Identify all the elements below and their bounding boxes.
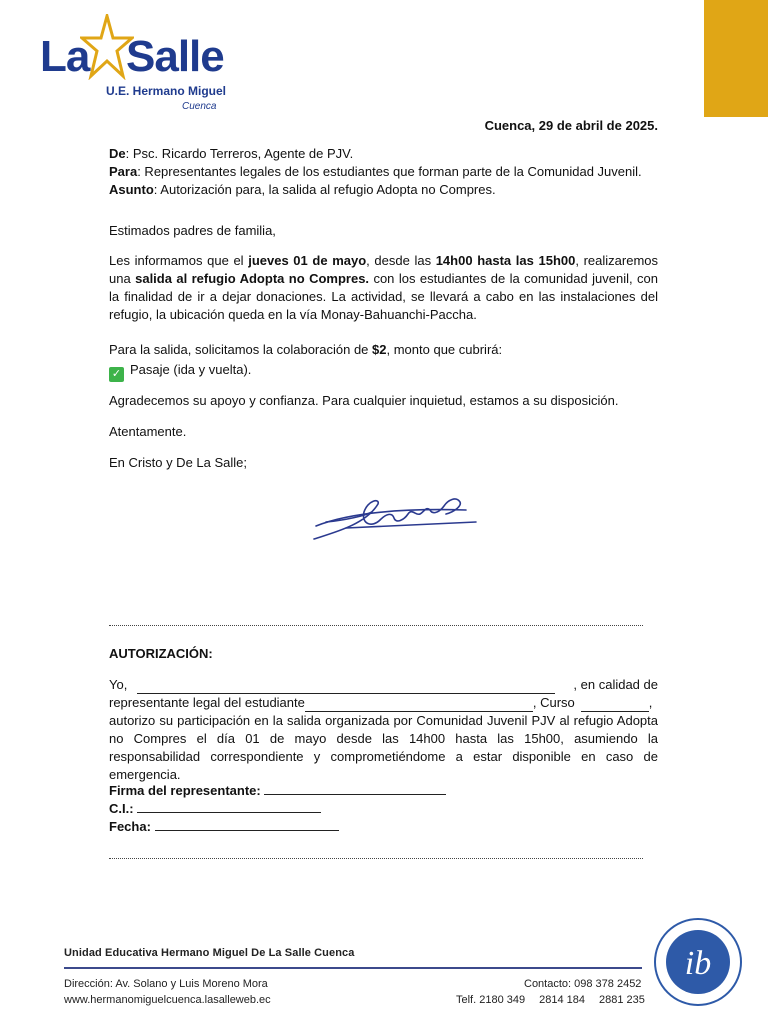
logo-school-name: U.E. Hermano Miguel — [106, 84, 227, 98]
la-salle-logo — [40, 14, 240, 114]
para-value: : Representantes legales de los estudiantes que forman parte de la Comunidad Juvenil. — [137, 164, 642, 179]
fecha-label: Fecha: — [109, 819, 151, 834]
fecha-blank[interactable] — [155, 818, 339, 831]
signature-image — [306, 484, 486, 550]
tel-1: Telf. 2180 349 — [456, 994, 526, 1006]
paragraph-3: Agradecemos su apoyo y confianza. Para cualquier inquietud, estamos a su disposición. — [109, 393, 619, 408]
cut-line-bottom — [109, 858, 643, 859]
check-item-label: Pasaje (ida y vuelta). — [130, 362, 252, 377]
footer-website: www.hermanomiguelcuenca.lasalleweb.ec — [64, 994, 271, 1006]
de-value: : Psc. Ricardo Terreros, Agente de PJV. — [125, 146, 354, 161]
auth-line-student — [109, 694, 658, 712]
curso-label: , Curso — [532, 695, 575, 710]
fecha-row — [109, 818, 658, 836]
ci-label: C.I.: — [109, 801, 134, 816]
curso-blank[interactable] — [581, 699, 649, 712]
footer-telephones — [456, 994, 659, 1006]
ci-row — [109, 800, 658, 818]
header-asunto — [109, 181, 658, 199]
firma-blank[interactable] — [264, 782, 446, 795]
firma-label: Firma del representante: — [109, 783, 261, 798]
ib-letters: ib — [684, 945, 712, 982]
calidad-label: , en calidad de — [573, 677, 658, 692]
p1-text-g: con los estudiantes de la comunidad juvenil, con la finalidad de ir a dejar donaciones. La actividad, se llevará a cabo en las instalaciones del refugio, la ubicación queda en la vía Monay-Bahuanchi-Paccha. — [109, 271, 658, 322]
footer-contact: Contacto: 098 378 2452 — [524, 978, 642, 990]
gold-corner-bar — [704, 0, 768, 117]
asunto-label: Asunto — [109, 182, 154, 197]
authorization-form — [109, 676, 658, 784]
paragraph-2 — [109, 341, 658, 382]
authorization-title: AUTORIZACIÓN: — [109, 646, 213, 661]
signature-fields — [109, 782, 658, 836]
firma-row — [109, 782, 658, 800]
asunto-value: : Autorización para, la salida al refugio Adopta no Compres. — [153, 182, 496, 197]
auth-text: autorizo su participación en la salida organizada por Comunidad Juvenil PJV al refugio Adopta no Compres el día 01 de mayo desde las 14h00 hasta las 15h00, asumiendo la responsabilidad correspondiente y comprometiéndome a estar disponible en caso de emergencia. — [109, 713, 658, 782]
p2-line — [109, 341, 658, 359]
checkmark-icon: ✓ — [109, 367, 124, 382]
ib-world-school-logo — [652, 912, 744, 1012]
curso-end: , — [648, 695, 653, 710]
p1-text-e: , realizaremos una — [109, 253, 658, 286]
logo-word-salle: Salle — [126, 32, 224, 81]
ci-blank[interactable] — [137, 800, 321, 813]
footer-school-name: Unidad Educativa Hermano Miguel De La Salle Cuenca — [64, 947, 355, 959]
student-blank[interactable] — [305, 699, 533, 712]
tel-2: 2814 184 — [539, 994, 586, 1006]
p2-amount: $2 — [372, 342, 387, 357]
logo-city: Cuenca — [182, 101, 217, 112]
check-item — [109, 361, 658, 382]
footer-address: Dirección: Av. Solano y Luis Moreno Mora — [64, 978, 268, 990]
p1-time: 14h00 hasta las 15h00 — [435, 253, 576, 268]
p2-text-a: Para la salida, solicitamos la colaboración de — [109, 342, 373, 357]
footer-divider — [64, 967, 642, 969]
auth-line-yo — [109, 676, 658, 694]
letter-header — [109, 145, 658, 199]
cut-line-top — [109, 625, 643, 626]
de-label: De — [109, 146, 126, 161]
p1-text-c: , desde las — [366, 253, 436, 268]
p2-text-c: , monto que cubrirá: — [386, 342, 503, 357]
p1-activity: salida al refugio Adopta no Compres. — [135, 271, 370, 286]
rep-legal-label: representante legal del estudiante — [109, 695, 305, 710]
letter-date: Cuenca, 29 de abril de 2025. — [484, 118, 658, 133]
header-de — [109, 145, 658, 163]
tel-3: 2881 235 — [599, 994, 645, 1006]
yo-label: Yo, — [109, 677, 128, 692]
name-blank[interactable] — [137, 681, 555, 694]
para-label: Para — [109, 164, 138, 179]
closing-atentamente: Atentamente. — [109, 424, 187, 439]
closing-lasalle: En Cristo y De La Salle; — [109, 455, 248, 470]
header-para — [109, 163, 658, 181]
greeting: Estimados padres de familia, — [109, 223, 276, 238]
p1-text-a: Les informamos que el — [109, 253, 249, 268]
logo-word-la: La — [40, 32, 90, 81]
paragraph-1 — [109, 252, 658, 324]
p1-date: jueves 01 de mayo — [248, 253, 367, 268]
